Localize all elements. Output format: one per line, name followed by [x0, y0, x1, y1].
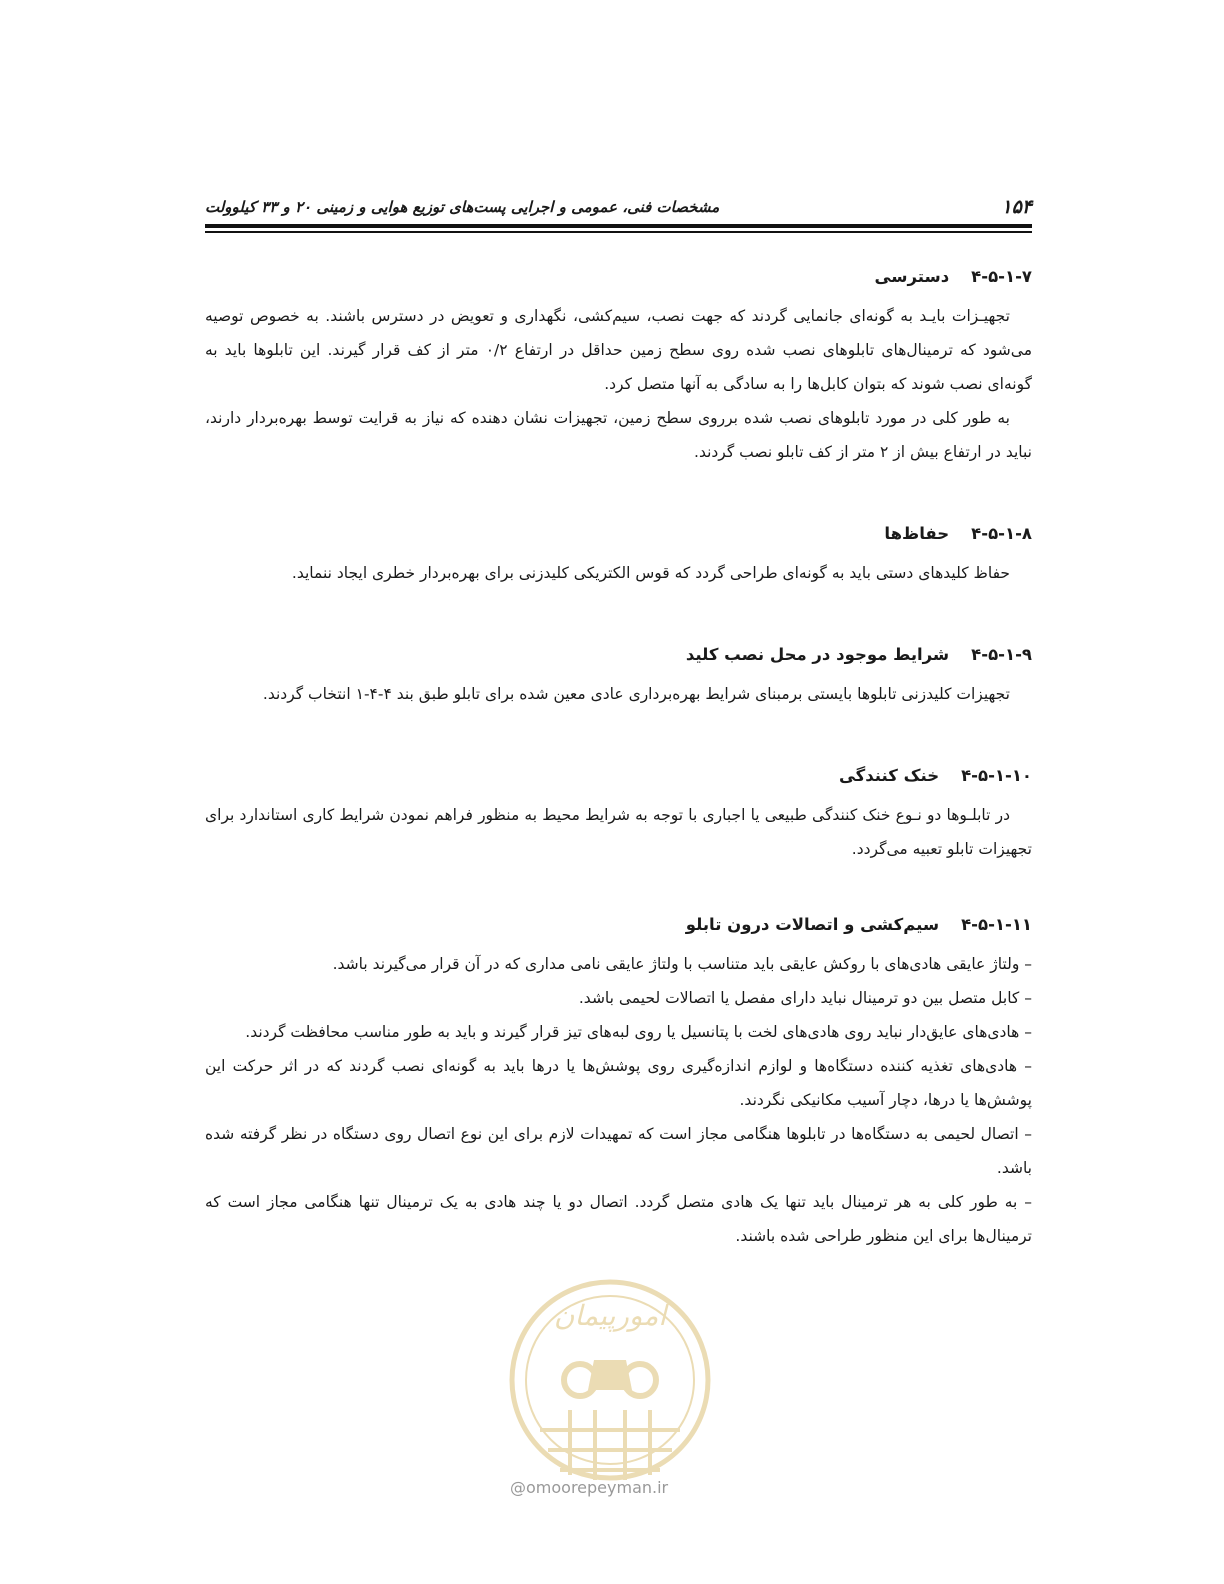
list-item: – به طور کلی به هر ترمینال باید تنها یک هادی متصل گردد. اتصال دو یا چند هادی به یک ترمینال تنها هنگامی مجاز است که ترمینال‌ها برای این منظور طراحی شده باشند.	[205, 1193, 1032, 1245]
paragraph: حفاظ کلیدهای دستی باید به گونه‌ای طراحی گردد که قوس الکتریکی کلیدزنی برای بهره‌بردار خطری ایجاد ننماید.	[291, 564, 1010, 582]
section-number: ۴-۵-۱-۷	[971, 267, 1032, 286]
paragraph: تجهیـزات بایـد به گونه‌ای جانمایی گردند که جهت نصب، سیم‌کشی، نگهداری و تعویض در دسترس باشند. به خصوص توصیه می‌شود که ترمینال‌های تابلوهای نصب شده روی سطح زمین حداقل در ارتفاع ۰/۲ متر از کف قرار گیرند. این تابلوها باید به گونه‌ای نصب شوند که بتوان کابل‌ها را به سادگی به آنها متصل کرد.	[205, 307, 1032, 393]
section-title: حفاظ‌ها	[884, 524, 950, 543]
section-number: ۴-۵-۱-۸	[971, 524, 1032, 543]
section-heading	[205, 759, 1032, 793]
section-guards	[205, 517, 1032, 590]
requirements-list	[205, 947, 1032, 1253]
section-title: سیم‌کشی و اتصالات درون تابلو	[685, 915, 940, 934]
list-item: – هادی‌های تغذیه کننده دستگاه‌ها و لوازم اندازه‌گیری روی پوشش‌ها یا درها باید به گونه‌ای نصب گردند که در اثر حرکت این پوشش‌ها یا درها، دچار آسیب مکانیکی نگردند.	[205, 1057, 1032, 1109]
list-item: – ولتاژ عایقی هادی‌های با روکش عایقی باید متناسب با ولتاژ عایقی نامی مداری که در آن قرار می‌گیرند باشد.	[332, 955, 1032, 973]
list-item: – هادی‌های عایق‌دار نباید روی هادی‌های لخت با پتانسیل یا روی لبه‌های تیز قرار گیرند و باید به طور مناسب محافظت گردند.	[245, 1023, 1032, 1041]
section-spacer	[205, 469, 1032, 517]
section-spacer	[205, 590, 1032, 638]
running-title: مشخصات فنی، عمومی و اجرایی پست‌های توزیع هوایی و زمینی ۲۰ و ۳۳ کیلوولت	[205, 198, 720, 216]
paragraph: به طور کلی در مورد تابلوهای نصب شده برروی سطح زمین، تجهیزات نشان دهنده که نیاز به قرایت توسط بهره‌بردار دارند، نباید در ارتفاع بیش از ۲ متر از کف تابلو نصب گردند.	[205, 409, 1032, 461]
list-item: – کابل متصل بین دو ترمینال نباید دارای مفصل یا اتصالات لحیمی باشد.	[578, 989, 1032, 1007]
section-heading	[205, 908, 1032, 942]
section-title: شرایط موجود در محل نصب کلید	[685, 645, 950, 664]
section-accessibility	[205, 260, 1032, 469]
section-cooling	[205, 759, 1032, 866]
section-site-conditions	[205, 638, 1032, 711]
section-title: خنک کنندگی	[838, 766, 940, 785]
section-wiring	[205, 908, 1032, 1253]
section-number: ۴-۵-۱-۱۰	[961, 766, 1032, 785]
page-body	[205, 260, 1032, 1253]
section-spacer	[205, 866, 1032, 908]
paragraph: تجهیزات کلیدزنی تابلوها بایستی برمبنای شرایط بهره‌برداری عادی معین شده برای تابلو طبق بند ۴-۴-۱ انتخاب گردند.	[262, 685, 1010, 703]
section-heading	[205, 638, 1032, 672]
section-title: دسترسی	[874, 267, 950, 286]
watermark-url: @omoorepeyman.ir	[510, 1478, 669, 1497]
header-rule-thin	[205, 231, 1032, 233]
page-header	[205, 194, 1032, 220]
header-rule-thick	[205, 224, 1032, 228]
page-number: ۱۵۴	[1001, 196, 1032, 218]
section-number: ۴-۵-۱-۱۱	[961, 915, 1032, 934]
watermark-logo-text: امورپیمان	[553, 1299, 667, 1332]
watermark-logo-icon	[500, 1270, 720, 1500]
watermark-url-text: omoorepeyman.ir	[526, 1478, 669, 1497]
list-item: – اتصال لحیمی به دستگاه‌ها در تابلوها هنگامی مجاز است که تمهیدات لازم برای این نوع اتصال روی دستگاه در نظر گرفته شده باشد.	[205, 1125, 1032, 1177]
section-number: ۴-۵-۱-۹	[971, 645, 1032, 664]
section-heading	[205, 260, 1032, 294]
paragraph: در تابلـوها دو نـوع خنک کنندگی طبیعی یا اجباری با توجه به شرایط محیط به منظور فراهم نمودن شرایط کاری استاندارد برای تجهیزات تابلو تعبیه می‌گردد.	[205, 806, 1032, 858]
section-heading	[205, 517, 1032, 551]
section-spacer	[205, 711, 1032, 759]
